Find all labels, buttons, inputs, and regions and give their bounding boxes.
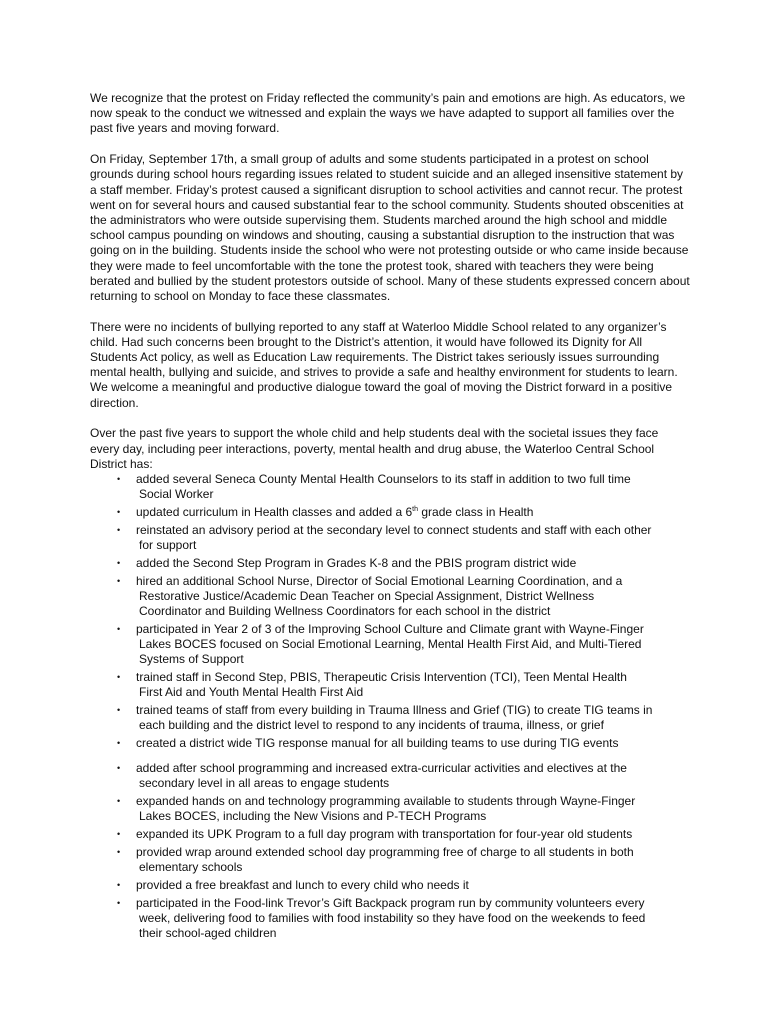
bullet-icon: • xyxy=(117,704,121,715)
list-item-first-line: expanded its UPK Program to a full day program with transportation for four-year old students xyxy=(136,827,633,842)
list-item-continuation-line: Restorative Justice/Academic Dean Teacher on Special Assignment, District Wellness xyxy=(139,588,595,603)
list-item-first-line: provided a free breakfast and lunch to every child who needs it xyxy=(136,877,469,892)
ordinal-superscript: th xyxy=(412,505,419,513)
list-item-first-line: added several Seneca County Mental Health Counselors to its staff in addition to two full time xyxy=(136,471,631,486)
bullet-icon: • xyxy=(117,575,121,586)
list-item xyxy=(90,505,690,520)
bullet-icon: • xyxy=(117,763,121,774)
list-item-text xyxy=(136,523,651,552)
list-item-first-line: updated curriculum in Health classes and added a 6 xyxy=(136,504,413,519)
list-item-continuation-line: their school-aged children xyxy=(139,926,277,941)
bullet-icon: • xyxy=(117,506,121,517)
list-item-continuation-line: Coordinator and Building Wellness Coordinators for each school in the district xyxy=(139,603,551,618)
list-item xyxy=(90,827,690,842)
list-item-continuation-line: secondary level in all areas to engage students xyxy=(139,776,390,791)
list-item-first-line: trained staff in Second Step, PBIS, Therapeutic Crisis Intervention (TCI), Teen Mental Health xyxy=(136,669,627,684)
list-item-continuation-line: each building and the district level to respond to any incidents of trauma, illness, or grief xyxy=(139,718,604,733)
list-item-text xyxy=(136,703,652,732)
list-item xyxy=(90,523,690,553)
list-item-continuation-line: week, delivering food to families with food instability so they have food on the weekends to feed xyxy=(139,910,646,925)
list-item-first-line: provided wrap around extended school day programming free of charge to all students in both xyxy=(136,844,634,859)
list-item-first-line: reinstated an advisory period at the secondary level to connect students and staff with each other xyxy=(136,522,652,537)
list-item xyxy=(90,556,690,571)
list-item-text xyxy=(136,670,627,699)
list-item-text xyxy=(136,827,632,841)
list-item xyxy=(90,472,690,502)
list-item-text xyxy=(136,472,631,501)
list-item-first-line: participated in Year 2 of 3 of the Improving School Culture and Climate grant with Wayne-Finger xyxy=(136,621,644,636)
list-item-continuation-line: for support xyxy=(139,537,197,552)
district-actions-intro: Over the past five years to support the whole child and help students deal with the societal issues they face every day, including peer interactions, poverty, mental health and drug abuse, the Waterloo Central School District has: xyxy=(90,426,659,471)
bullet-icon: • xyxy=(117,829,121,840)
bullet-icon: • xyxy=(117,879,121,890)
bullet-icon: • xyxy=(117,737,121,748)
bullet-icon: • xyxy=(117,623,121,634)
bullet-icon: • xyxy=(117,557,121,568)
bullet-icon: • xyxy=(117,524,121,535)
list-item xyxy=(90,845,690,875)
list-item-first-line: trained teams of staff from every building in Trauma Illness and Grief (TIG) to create TIG teams in xyxy=(136,702,653,717)
bullying-paragraph: There were no incidents of bullying reported to any staff at Waterloo Middle School related to any organizer’s child. Had such concerns been brought to the District’s attention, it would have followed its Dignity for All Students Act policy, as well as Education Law requirements. The District takes seriously issues surrounding mental health, bullying and suicide, and strives to provide a safe and healthy environment for students to learn. We welcome a meaningful and productive dialogue toward the goal of moving the District forward in a positive direction. xyxy=(90,319,678,410)
document-page xyxy=(90,91,690,944)
list-item-continuation-line: Lakes BOCES focused on Social Emotional Learning, Mental Health First Aid, and Multi-Tiered xyxy=(139,636,642,651)
list-item-text xyxy=(136,556,576,570)
list-item xyxy=(90,703,690,733)
list-item-continuation-line: elementary schools xyxy=(139,860,243,875)
list-item-first-line: created a district wide TIG response manual for all building teams to use during TIG events xyxy=(136,735,619,750)
list-item-text xyxy=(136,896,645,940)
bullet-icon: • xyxy=(117,671,121,682)
list-item-first-line: added after school programming and increased extra-curricular activities and electives at the xyxy=(136,761,627,776)
list-item-first-line: expanded hands on and technology programming available to students through Wayne-Finger xyxy=(136,794,636,809)
intro-paragraph: We recognize that the protest on Friday reflected the community’s pain and emotions are high. As educators, we now speak to the conduct we witnessed and explain the ways we have adapted to support all families over the past five years and moving forward. xyxy=(90,91,686,136)
list-item-text xyxy=(136,845,634,874)
list-item-text xyxy=(136,505,533,519)
bullet-icon: • xyxy=(117,473,121,484)
list-item xyxy=(90,878,690,893)
list-item xyxy=(90,736,690,751)
list-item xyxy=(90,794,690,824)
list-item-text xyxy=(136,622,644,666)
list-item-continuation-line: Systems of Support xyxy=(139,652,244,667)
list-item-continuation-line: Lakes BOCES, including the New Visions and P-TECH Programs xyxy=(139,809,487,824)
list-item xyxy=(90,622,690,668)
list-item xyxy=(90,574,690,620)
list-item-text xyxy=(136,878,469,892)
protest-paragraph: On Friday, September 17th, a small group of adults and some students participated in a protest on school grounds during school hours regarding issues related to student suicide and an alleged insensitive statement by a staff member. Friday’s protest caused a significant disruption to school activities and cannot recur. The protest went on for several hours and caused substantial fear to the school community. Students shouted obscenities at the administrators who were outside supervising them. Students marched around the high school and middle school campus pounding on windows and shouting, causing a substantial disruption to the instruction that was going on in the building. Students inside the school who were not protesting outside or who came inside because they were made to feel uncomfortable with the tone the protest took, shared with teachers they were being berated and bullied by the student protestors outside of school. Many of these students expressed concern about returning to school on Monday to face these classmates. xyxy=(90,152,690,303)
bullet-icon: • xyxy=(117,897,121,908)
actions-list-1 xyxy=(90,472,690,751)
list-item xyxy=(90,761,690,791)
bullet-icon: • xyxy=(117,796,121,807)
list-item-continuation-line: Social Worker xyxy=(139,487,214,502)
list-item-first-line: added the Second Step Program in Grades K-8 and the PBIS program district wide xyxy=(136,555,577,570)
list-item-first-line: hired an additional School Nurse, Director of Social Emotional Learning Coordination, and a xyxy=(136,573,623,588)
list-item-text xyxy=(136,574,622,618)
list-item-text xyxy=(136,736,618,750)
list-item xyxy=(90,896,690,942)
list-item-continuation-line: First Aid and Youth Mental Health First Aid xyxy=(139,685,364,700)
list-item-text xyxy=(136,794,635,823)
bullet-icon: • xyxy=(117,846,121,857)
actions-list-2 xyxy=(90,761,690,941)
list-item xyxy=(90,670,690,700)
list-item-text xyxy=(136,761,627,790)
list-item-after-text: grade class in Health xyxy=(418,504,534,519)
list-item-first-line: participated in the Food-link Trevor’s Gift Backpack program run by community volunteers every xyxy=(136,895,645,910)
